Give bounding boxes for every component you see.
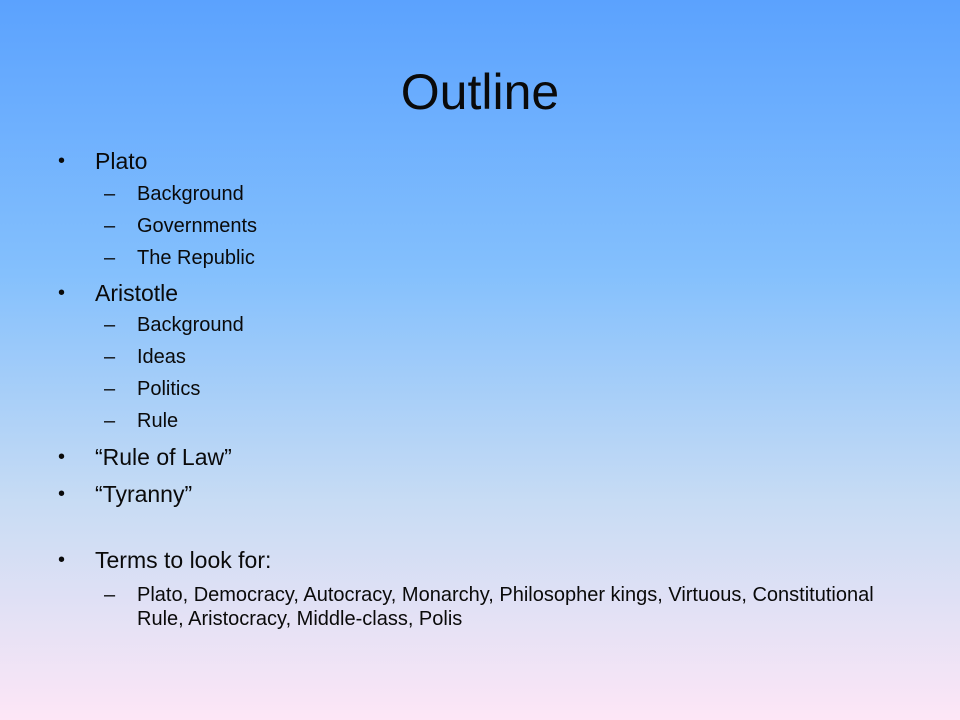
bullet-icon: •	[58, 150, 66, 172]
sub-item	[104, 377, 201, 401]
sub-item	[104, 246, 255, 270]
sub-item	[104, 214, 258, 238]
bullet-icon: •	[58, 282, 66, 304]
sub-item-label: Plato, Democracy, Autocracy, Monarchy, Philosopher kings, Virtuous, Constitutional Rule, Aristocracy, Middle-class, Polis	[137, 584, 874, 630]
sub-item-label: The Republic	[137, 247, 255, 269]
sub-item-label: Background	[137, 314, 244, 336]
dash-icon: –	[104, 346, 116, 368]
bullet-label: “Tyranny”	[95, 481, 193, 507]
dash-icon: –	[104, 584, 116, 606]
bullet-label: Plato	[95, 148, 148, 174]
bullet-label: Aristotle	[95, 280, 179, 306]
sub-item-label: Governments	[137, 215, 258, 237]
sub-item	[104, 345, 186, 369]
dash-icon: –	[104, 247, 116, 269]
bullet-icon: •	[58, 483, 66, 505]
slide-title: Outline	[400, 64, 560, 120]
bullet-icon: •	[58, 549, 66, 571]
dash-icon: –	[104, 215, 116, 237]
bullet-item-plato	[58, 147, 148, 175]
bullet-item-terms	[58, 546, 272, 574]
sub-item	[104, 583, 897, 631]
bullet-label: “Rule of Law”	[95, 444, 232, 470]
sub-item-label: Ideas	[137, 346, 186, 368]
sub-item-label: Rule	[137, 410, 179, 432]
sub-item	[104, 409, 179, 433]
dash-icon: –	[104, 183, 116, 205]
bullet-item-aristotle	[58, 279, 179, 307]
sub-item-label: Politics	[137, 378, 201, 400]
sub-item	[104, 182, 244, 206]
bullet-item-rule-of-law	[58, 443, 232, 471]
bullet-item-tyranny	[58, 480, 193, 508]
dash-icon: –	[104, 314, 116, 336]
dash-icon: –	[104, 410, 116, 432]
sub-item-label: Background	[137, 183, 244, 205]
sub-item	[104, 313, 244, 337]
dash-icon: –	[104, 378, 116, 400]
bullet-icon: •	[58, 446, 66, 468]
bullet-label: Terms to look for:	[95, 547, 272, 573]
